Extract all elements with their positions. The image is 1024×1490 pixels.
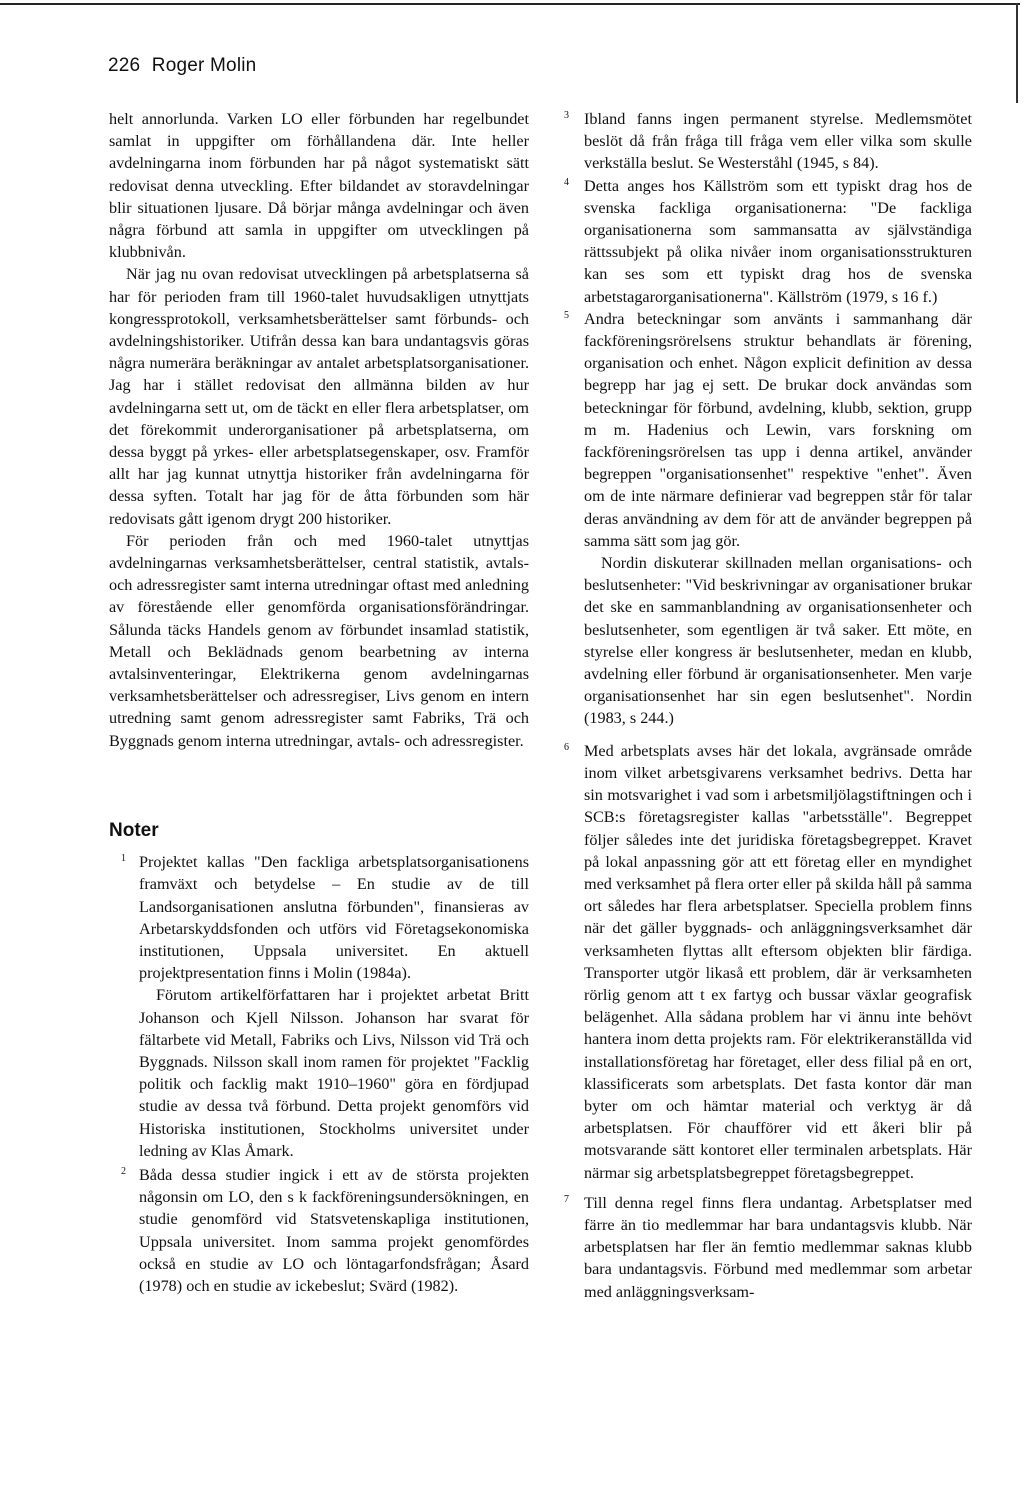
- footnote-number: 2: [121, 1165, 126, 1177]
- footnote-number: 5: [564, 309, 569, 321]
- footnote-text: Projektet kallas "Den fackliga arbetsplatsorganisationens framväxt och betydelse – En studie av de till Landsorganisationen anslutna förbunden", finansieras av Arbetarskyddsfonden och utförs vid Företagsekonomiska institutionen, Uppsala universitet. En aktuell projektpresentation finns i Molin (1984a).: [139, 853, 529, 983]
- author-name: Roger Molin: [151, 55, 257, 76]
- running-header: [108, 55, 256, 77]
- body-paragraph-2: När jag nu ovan redovisat utvecklingen på arbetsplatserna så har för perioden fram till 1960-talet huvudsakligen utnyttjats kongressprotokoll, verksamhetsberättelser samt förbunds- och avdelningshistoriker. Utifrån dessa kan bara undantagsvis göras några numerära beräkningar av antalet arbetsplatsorganisationer. Jag har i stället redovisat den allmänna bilden av hur avdelningarna sett ut, om de täckt en eller flera arbetsplatser, om det förekommit underorganisationer på arbetsplatserna, om dessa byggt på yrkes- eller arbetsplatsegenskaper, osv. Framför allt har jag kunnat utnyttja historiker från avdelningarna för dessa syften. Totalt har jag för de åtta förbunden som här redovisats gått igenom drygt 200 historiker.: [109, 265, 529, 528]
- footnote-text: Båda dessa studier ingick i ett av de största projekten någonsin om LO, den s k fackföreningsundersökningen, en studie genomförd vid Statsvetenskapliga institutionen, Uppsala universitet. Inom samma projekt genomfördes också en studie av LO och löntagarfondsfrågan; Åsard (1978) och en studie av ickebeslut; Svärd (1982).: [139, 1165, 529, 1295]
- notes-heading: Noter: [109, 819, 159, 841]
- footnote-text: Till denna regel finns flera undantag. Arbetsplatser med färre än tio medlemmar har bara undantagsvis klubb. När arbetsplatsen har fler än femtio medlemmar saknas klubb bara undantagsvis. Förbund med medlemmar som arbetar med anläggningsverksam-: [584, 1193, 972, 1301]
- footnote-5: [564, 308, 972, 730]
- footnote-text: Detta anges hos Källström som ett typiskt drag hos de svenska fackliga organisationerna: "De fackliga organisationerna som sammansatta av självständiga rättssubjekt på olika nivåer inom organisationsstrukturen kan ses som ett typiskt drag hos de svenska arbetstagarorganisationerna". Källström (1979, s 16 f.): [584, 176, 972, 306]
- top-border-line: [0, 3, 1020, 5]
- footnote-text: Med arbetsplats avses här det lokala, avgränsade område inom vilket arbetsgivarens verksamhet bedrivs. Detta har sin motsvarighet i vad som i arbetsmiljölagstiftningen och i SCB:s företagsregister kallas "arbetsställe". Begreppet följer således inte det juridiska företagsbegreppet. Kravet på lokal anpassning gör att ett företag eller en myndighet med verksamhet på flera orter eller på skilda håll på samma ort således har flera arbetsplatser. Speciella problem finns när det gäller byggnads- och anläggningsverksamhet där verksamheten flyttas allt eftersom objekten blir färdiga. Transporter utgör likaså ett problem, där är verksamheten rörlig genom att t ex fartyg och bussar växlar geografisk belägenhet. Alla sådana problem har vi ännu inte behövt hantera inom detta projekts ram. För elektrikeranställda vid installationsföretag har företaget, eller dess filial på en ort, klassificerats som arbetsplats. Det fasta kontor där man byter om och hämtar material och verktyg är då arbetsplatsen. För chaufförer vid ett åkeri blir på motsvarande sätt kontoret eller terminalen arbetsplats. Här närmar sig arbetsplatsbegreppet företagsbegreppet.: [584, 741, 972, 1182]
- footnote-2: [109, 1164, 529, 1297]
- footnote-number: 3: [564, 110, 569, 121]
- footnote-7: [564, 1192, 972, 1303]
- footnote-number: 1: [121, 853, 126, 865]
- footnote-text: Nordin diskuterar skillnaden mellan organisations- och beslutsenheter: "Vid beskrivningar av organisationer brukar det ske en sammanblandning av organisationsenheter och beslutsenheter, som egentligen är två saker. Ett möte, en styrelse eller kongress är beslutsenheter, medan en klubb, avdelning eller förbund är organisationsenheter. Men varje organisationsenhet har sin egen beslutsenhet". Nordin (1983, s 244.): [584, 554, 972, 728]
- body-paragraph-1: helt annorlunda. Varken LO eller förbunden har regelbundet samlat in uppgifter om förhållandena där. Inte heller avdelningarna inom förbunden har på något systematiskt sätt redovisat denna utveckling. Efter bildandet av storavdelningar blir situationen ljusare. Då börjar många avdelningar och även några förbund att samla in uppgifter om utvecklingen på klubbnivån.: [109, 110, 529, 262]
- left-column: [109, 108, 529, 1297]
- footnote-number: 7: [564, 1193, 569, 1205]
- footnote-3: [564, 108, 972, 175]
- footnote-6: [564, 740, 972, 1184]
- footnote-4: [564, 175, 972, 308]
- footnote-1: [109, 851, 529, 1162]
- page-number: 226: [108, 55, 141, 76]
- footnote-text: Andra beteckningar som använts i sammanhang där fackföreningsrörelsens struktur behandlats är förening, organisation och enhet. Någon explicit definition av dessa begrepp har jag ej sett. De brukar dock användas som beteckningar för förbund, avdelning, klubb, sektion, grupp m m. Hadenius och Lewin, vars forskning om fackföreningsrörelsen tas upp i denna artikel, använder begreppen "organisationsenhet" respektive "enhet". Även om de inte närmare definierar vad begreppen står för talar deras användning av dem för att de använder begreppen på samma sätt som jag gör.: [584, 309, 972, 550]
- body-paragraph-3: För perioden från och med 1960-talet utnyttjas avdelningarnas verksamhetsberättelser, central statistik, avtals- och adressregister samt interna utredningar oftast med anledning av förestående eller genomförda organisationsförändringar. Sålunda täcks Handels genom av förbundet insamlad statistik, Metall och Beklädnads genom bearbetning av interna avtalsinventeringar, Elektrikerna genom avdelningarnas verksamhetsberättelser och adressregiser, Livs genom en intern utredning samt genom adressregister samt Fabriks, Trä och Byggnads genom interna utredningar, avtals- och adressregister.: [109, 531, 529, 750]
- right-column: [564, 108, 972, 1303]
- footnote-text: Ibland fanns ingen permanent styrelse. Medlemsmötet beslöt då från fråga till fråga vem eller vilka som skulle verkställa beslut. Se Westerståhl (1945, s 84).: [584, 110, 972, 173]
- right-border-line: [1016, 3, 1018, 103]
- footnote-text: Förutom artikelförfattaren har i projektet arbetat Britt Johanson och Kjell Nilsson. Johanson har svarat för fältarbete vid Metall, Fabriks och Livs, Nilsson vid Trä och Byggnads. Nilsson skall inom ramen för projektet "Facklig politik och facklig makt 1910–1960" göra en fördjupad studie av dessa två förbund. Detta projekt genomförs vid Historiska institutionen, Stockholms universitet under ledning av Klas Åmark.: [139, 986, 529, 1160]
- footnote-number: 4: [564, 176, 569, 188]
- footnote-number: 6: [564, 741, 569, 753]
